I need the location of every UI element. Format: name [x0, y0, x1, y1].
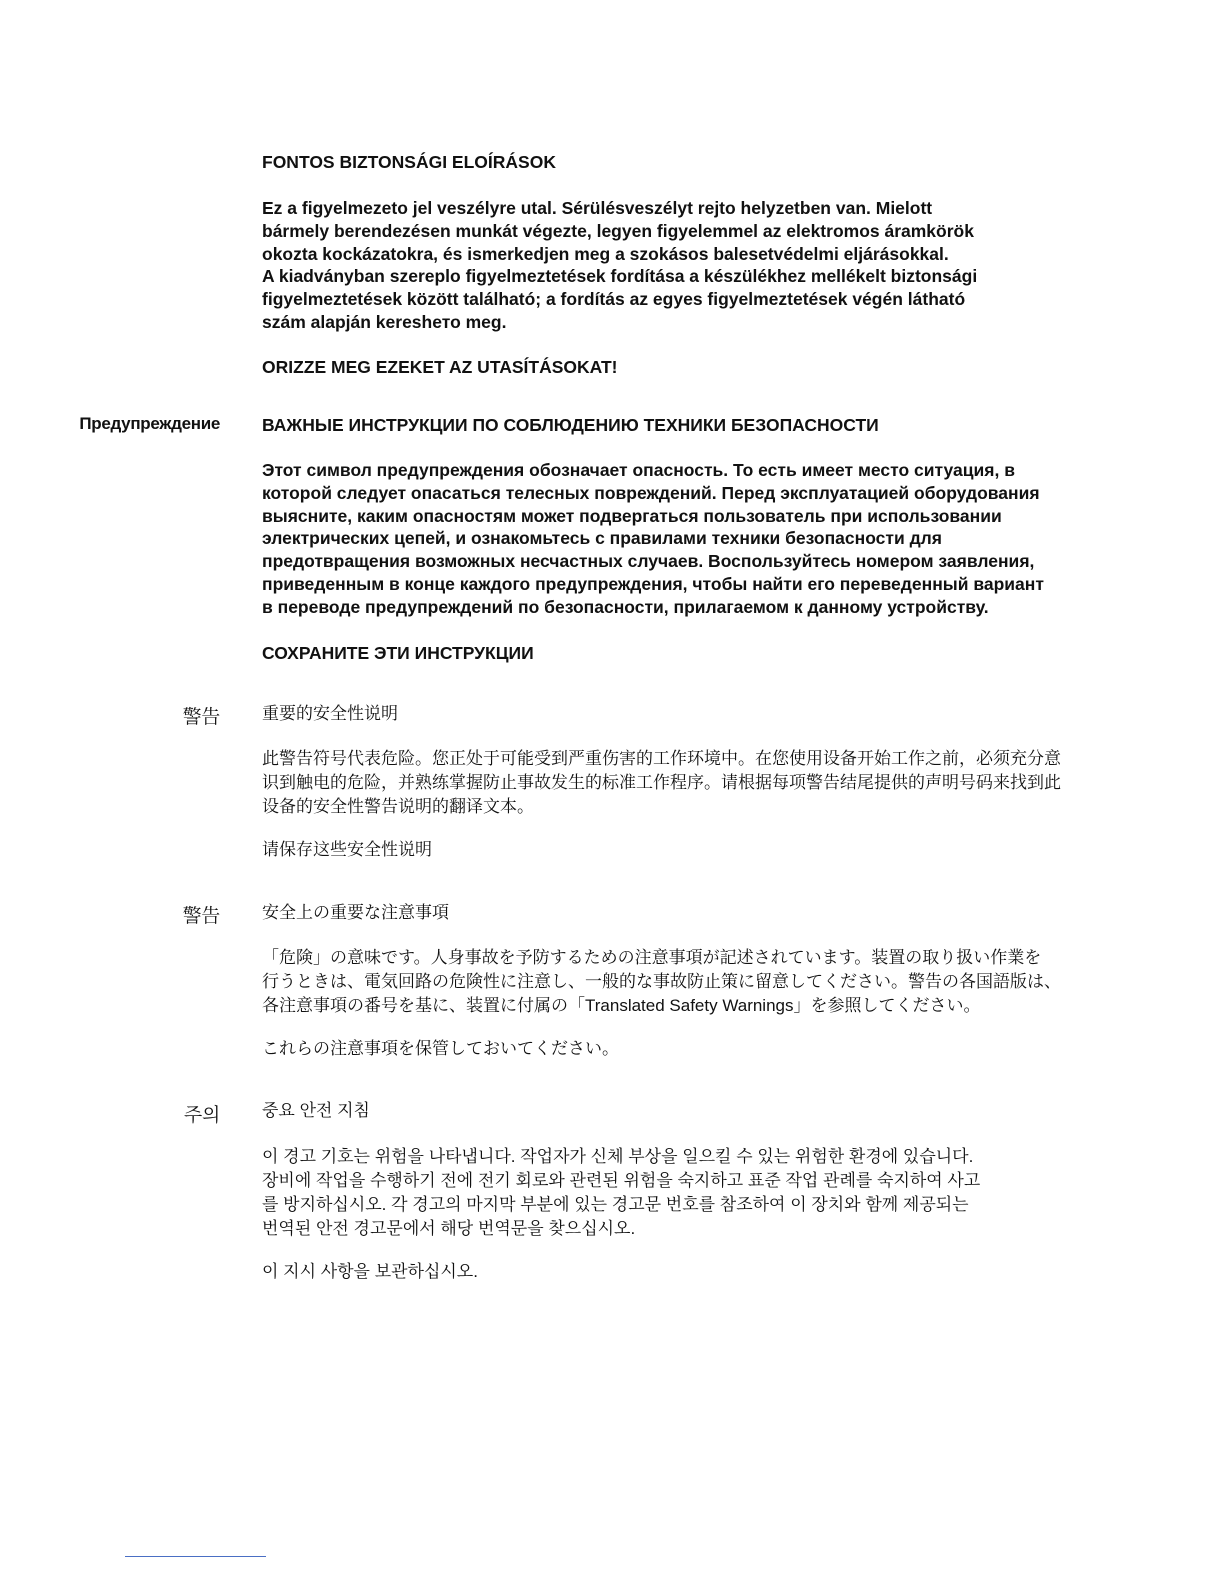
paragraph-line: электрических цепей, и ознакомьтесь с правилами техники безопасности для	[262, 528, 943, 549]
chinese-section	[262, 703, 1112, 725]
chinese-paragraph	[262, 747, 1112, 819]
paragraph-line: которой следует опасаться телесных повреждений. Перед эксплуатацией оборудования	[262, 482, 1040, 503]
paragraph-line: Ez a figyelmezeto jel veszélyre utal. Sérülésveszélyt rejto helyzetben van. Mielott	[262, 198, 933, 218]
russian-body	[262, 459, 1112, 619]
russian-heading: ВАЖНЫЕ ИНСТРУКЦИИ ПО СОБЛЮДЕНИЮ ТЕХНИКИ БЕЗОПАСНОСТИ	[262, 415, 879, 435]
paragraph-line: 设备的安全性警告说明的翻译文本。	[262, 797, 534, 816]
paragraph-line: 이 경고 기호는 위험을 나타냅니다. 작업자가 신체 부상을 일으킬 수 있는 위험한 환경에 있습니다.	[262, 1147, 974, 1166]
korean-save	[262, 1261, 1112, 1283]
russian-save	[262, 642, 1112, 664]
paragraph-line: 를 방지하십시오. 각 경고의 마지막 부분에 있는 경고문 번호를 참조하여 이 장치와 함께 제공되는	[262, 1195, 969, 1214]
paragraph-line: 行うときは、電気回路の危険性に注意し、一般的な事故防止策に留意してください。警告の各国語版は、	[262, 972, 1061, 991]
japanese-save-instructions: これらの注意事項を保管しておいてください。	[262, 1039, 619, 1058]
japanese-paragraph	[262, 946, 1112, 1018]
japanese-body	[262, 946, 1112, 1018]
russian-warning-label: Предупреждение	[79, 414, 220, 433]
paragraph-line: 장비에 작업을 수행하기 전에 전기 회로와 관련된 위험을 숙지하고 표준 작업 관례를 숙지하여 사고	[262, 1171, 981, 1190]
chinese-body	[262, 747, 1112, 819]
paragraph-line: okozta kockázatokra, és ismerkedjen meg a szokásos balesetvédelmi eljárásokkal.	[262, 243, 949, 264]
paragraph-line: предотвращения возможных несчастных случаев. Воспользуйтесь номером заявления,	[262, 551, 1035, 572]
paragraph-line: bármely berendezésen munkát végezte, legyen figyelemmel az elektromos áramkörök	[262, 220, 974, 241]
chinese-save	[262, 839, 1112, 861]
paragraph-line: в переводе предупреждений по безопасности, прилагаемом к данному устройству.	[262, 596, 989, 617]
korean-save-instructions: 이 지시 사항을 보관하십시오.	[262, 1262, 478, 1281]
hungarian-save-instructions: ORIZZE MEG EZEKET AZ UTASÍTÁSOKAT!	[262, 357, 618, 377]
chinese-warning-label: 警告	[182, 707, 220, 728]
hungarian-heading: FONTOS BIZTONSÁGI ELOÍRÁSOK	[262, 152, 556, 172]
korean-paragraph	[262, 1145, 1112, 1241]
paragraph-line: 「危険」の意味です。人身事故を予防するための注意事項が記述されています。装置の取り扱い作業を	[262, 948, 1042, 967]
hungarian-section	[262, 151, 1112, 173]
paragraph-line: A kiadványban szereplo figyelmeztetések fordítása a készülékhez mellékelt biztonsági	[262, 266, 978, 287]
russian-paragraph	[262, 459, 1112, 619]
paragraph-line: szám alapján kereshето meg.	[262, 311, 507, 332]
japanese-warning-label: 警告	[182, 906, 220, 927]
hungarian-save	[262, 356, 1112, 378]
paragraph-line: Этот символ предупреждения обозначает опасность. То есть имеет место ситуация, в	[262, 460, 1015, 480]
korean-section	[262, 1100, 1112, 1122]
paragraph-line: 识到触电的危险，并熟练掌握防止事故发生的标准工作程序。请根据每项警告结尾提供的声明号码来找到此	[262, 773, 1061, 792]
korean-body	[262, 1145, 1112, 1241]
russian-section	[262, 414, 1112, 436]
hungarian-body	[262, 197, 1112, 334]
paragraph-line: выясните, каким опасностям может подвергаться пользователь при использовании	[262, 505, 1002, 526]
hungarian-paragraph	[262, 197, 1112, 334]
paragraph-line: приведенным в конце каждого предупреждения, чтобы найти его переведенный вариант	[262, 573, 1044, 594]
footer-divider	[125, 1556, 266, 1557]
korean-caution-label: 주의	[183, 1105, 220, 1126]
paragraph-line: 此警告符号代表危险。您正处于可能受到严重伤害的工作环境中。在您使用设备开始工作之前，必须充分意	[262, 749, 1061, 768]
chinese-heading: 重要的安全性说明	[262, 704, 398, 723]
korean-heading: 중요 안전 지침	[262, 1101, 370, 1120]
japanese-heading: 安全上の重要な注意事項	[262, 903, 449, 922]
japanese-save	[262, 1038, 1112, 1060]
paragraph-line: figyelmeztetések között található; a fordítás az egyes figyelmeztetések végén látható	[262, 289, 966, 310]
paragraph-line: 번역된 안전 경고문에서 해당 번역문을 찾으십시오.	[262, 1219, 636, 1238]
russian-save-instructions: СОХРАНИТЕ ЭТИ ИНСТРУКЦИИ	[262, 643, 534, 663]
japanese-section	[262, 902, 1112, 924]
chinese-save-instructions: 请保存这些安全性说明	[262, 840, 432, 859]
paragraph-line: 各注意事項の番号を基に、装置に付属の「Translated Safety Warnings」を参照してください。	[262, 996, 981, 1015]
